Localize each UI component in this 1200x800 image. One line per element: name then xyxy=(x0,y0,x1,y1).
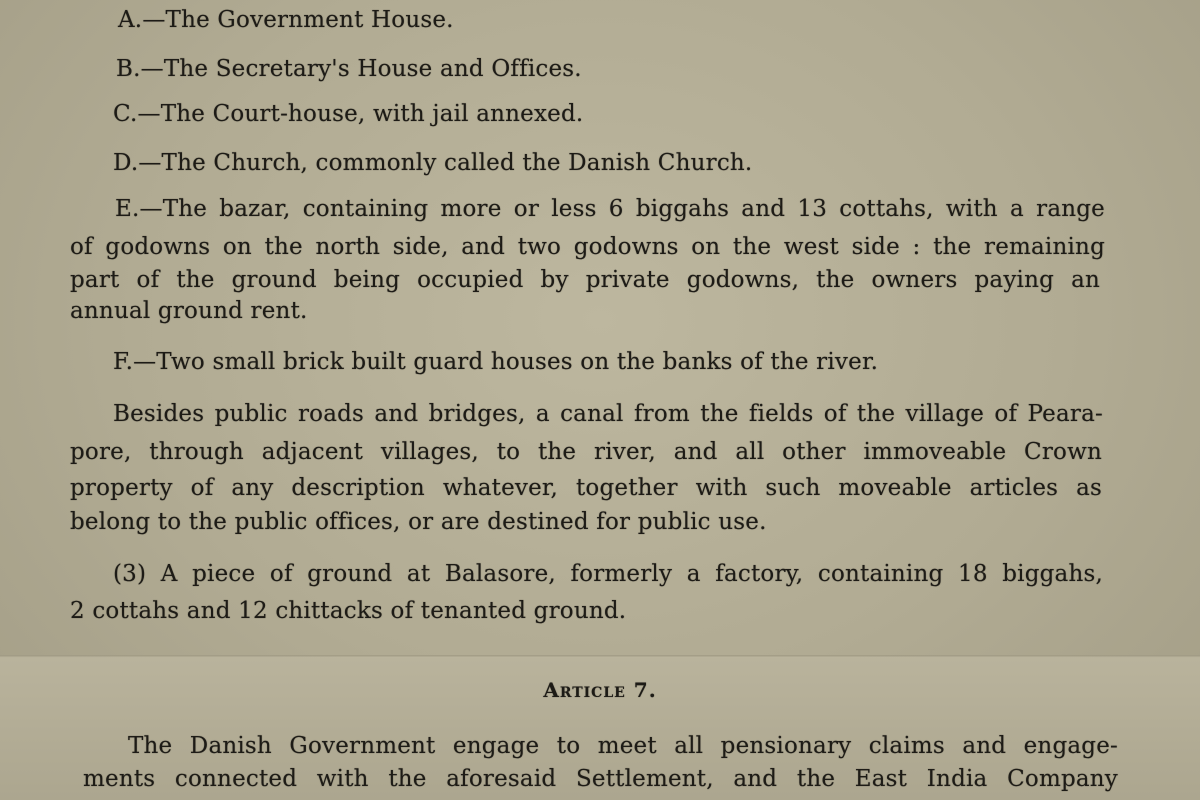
item-e-line-2: of godowns on the north side, and two godowns on the west side : the remaining xyxy=(70,234,1105,260)
item-e-line-1: E.—The bazar, containing more or less 6 biggahs and 13 cottahs, with a range xyxy=(115,196,1105,222)
article-heading: Article 7. xyxy=(543,678,657,702)
item-e-line-4: annual ground rent. xyxy=(70,298,308,324)
item-a-text: —The Government House. xyxy=(142,7,454,33)
item-b-label: B. xyxy=(116,56,141,82)
item-a xyxy=(118,6,454,34)
article-line-2: ments connected with the aforesaid Settlement, and the East India Company xyxy=(83,766,1118,792)
item-d-label: D. xyxy=(113,150,139,176)
besides-line-1: Besides public roads and bridges, a canal from the fields of the village of Peara- xyxy=(113,401,1103,427)
item-d xyxy=(113,149,752,177)
item-a-label: A. xyxy=(118,7,143,33)
besides-line-4: belong to the public offices, or are destined for public use. xyxy=(70,509,767,535)
item-c xyxy=(113,100,583,128)
item-f: F.—Two small brick built guard houses on the banks of the river. xyxy=(113,349,879,375)
item-c-text: —The Court-house, with jail annexed. xyxy=(137,101,584,127)
item-b xyxy=(116,55,582,83)
item-b-text: —The Secretary's House and Offices. xyxy=(140,56,582,82)
besides-line-2: pore, through adjacent villages, to the river, and all other immoveable Crown xyxy=(70,439,1102,465)
item-c-label: C. xyxy=(113,101,138,127)
article-line-1: The Danish Government engage to meet all pensionary claims and engage- xyxy=(128,733,1118,759)
besides-line-3: property of any description whatever, together with such moveable articles as xyxy=(70,475,1102,501)
item-e-line-3: part of the ground being occupied by private godowns, the owners paying an xyxy=(70,267,1100,293)
item-3-line-2: 2 cottahs and 12 chittacks of tenanted ground. xyxy=(70,598,627,624)
item-3-line-1: (3) A piece of ground at Balasore, formerly a factory, containing 18 biggahs, xyxy=(113,561,1103,587)
item-d-text: —The Church, commonly called the Danish Church. xyxy=(138,150,753,176)
